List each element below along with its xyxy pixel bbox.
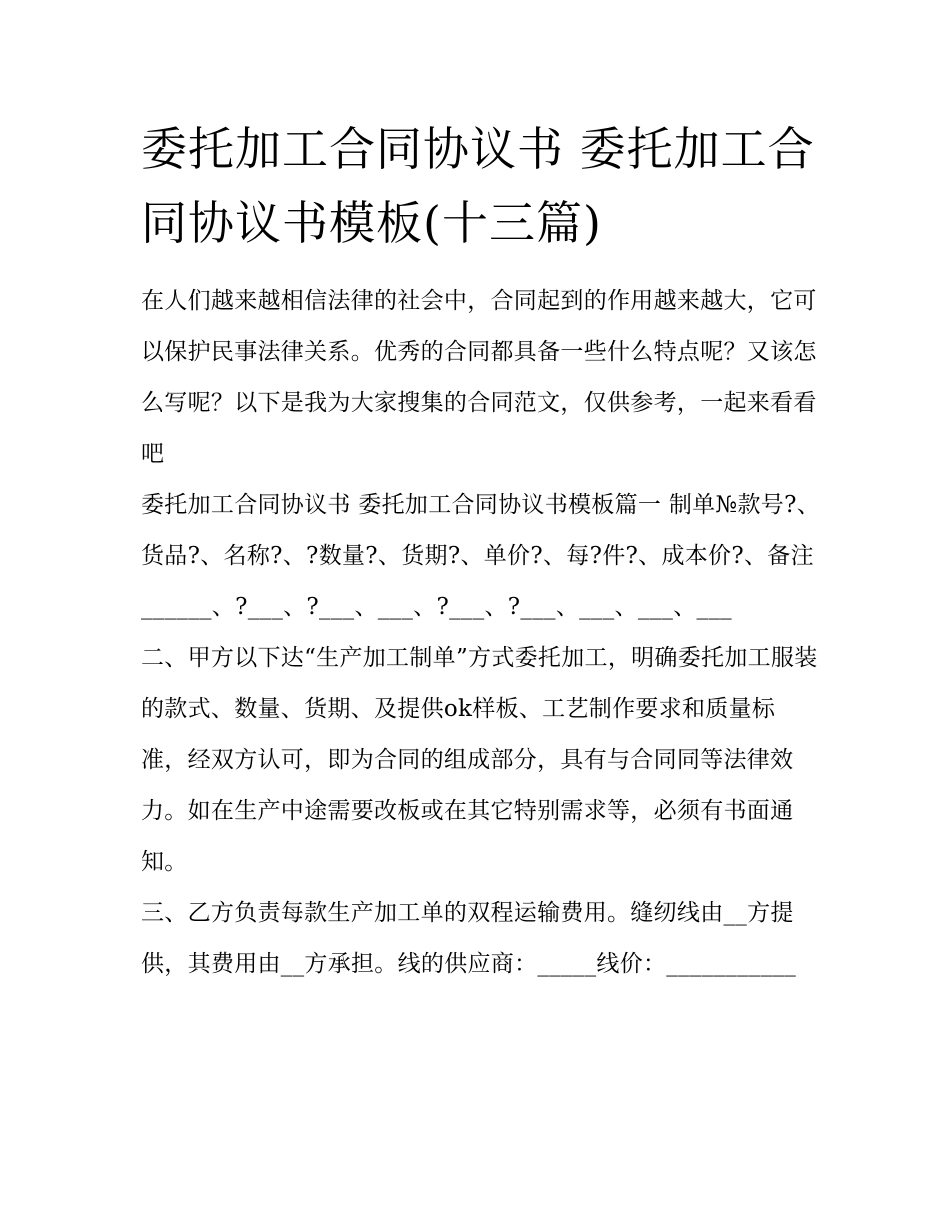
order-fields-paragraph: 委托加工合同协议书 委托加工合同协议书模板篇一 制单№款号?、货品?、名称?、?数量?、货期?、单价?、每?件?、成本价?、备注 [141,492,821,569]
clause-two-paragraph: 二、甲方以下达“生产加工制单”方式委托加工，明确委托加工服装的款式、数量、货期、及提供ok样板、工艺制作要求和质量标准，经双方认可，即为合同的组成部分，具有与合同同等法律效力。如在生产中途需要改板或在其它特别需求等，必须有书面通知。 [141,645,818,875]
blank-fields-line: ______、?___、?___、___、?___、?___、___、___、___ [141,594,732,620]
document-title: 委托加工合同协议书 委托加工合同协议书模板(十三篇) [141,122,815,250]
document-page [141,112,821,990]
clause-three-paragraph: 三、乙方负责每款生产加工单的双程运输费用。缝纫线由__方提供，其费用由__方承担。线的供应商：_____线价：___________ [141,900,797,977]
intro-paragraph: 在人们越来越相信法律的社会中，合同起到的作用越来越大，它可以保护民事法律关系。优秀的合同都具备一些什么特点呢？又该怎么写呢？以下是我为大家搜集的合同范文，仅供参考，一起来看看吧 [141,288,817,467]
